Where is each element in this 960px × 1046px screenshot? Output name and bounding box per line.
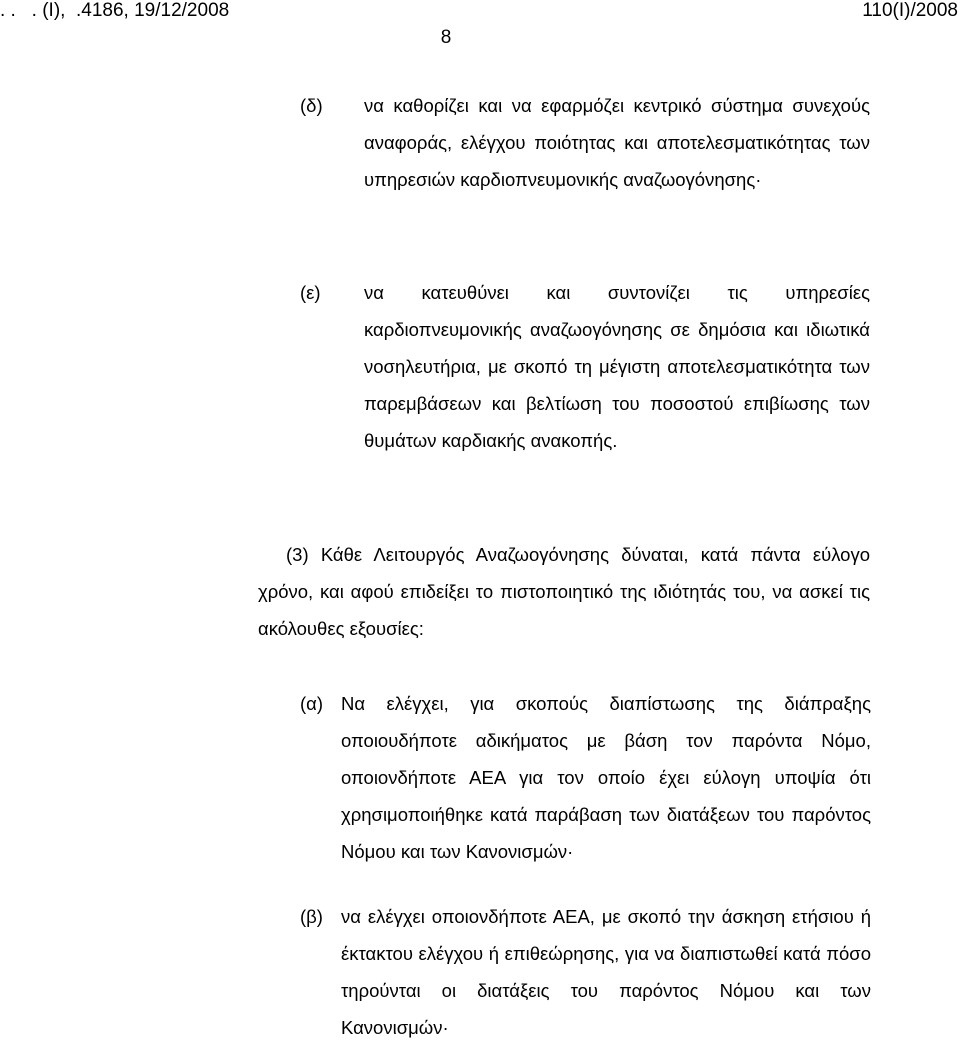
item-text: να καθορίζει και να εφαρμόζει κεντρικό σύστημα συνεχούς αναφοράς, ελέγχου ποιότητας και αποτελεσματικότητας των υπηρεσιών καρδιοπνευμονικής αναζωογόνησης· [364,95,870,190]
item-label: (δ) [300,95,323,116]
paragraph-3: (3) Κάθε Λειτουργός Αναζωογόνησης δύναται, κατά πάντα εύλογο χρόνο, και αφού επιδείξει το πιστοποιητικό της ιδιότητάς του, να ασκεί τις ακόλουθες εξουσίες: [258,544,870,639]
page-number: 8 [440,27,452,48]
gazette-header: . . . (Ι), .4186, 19/12/2008 [0,0,230,21]
item-label: (ε) [300,282,321,303]
subitem-label: (α) [300,693,324,714]
subitem-text: Να ελέγχει, για σκοπούς διαπίστωσης της διάπραξης οποιουδήποτε αδικήματος με βάση τον παρόντα Νόμο, οποιονδήποτε ΑΕΑ για τον οποίο έχει εύλογη υποψία ότι χρησιμοποιήθηκε κατά παράβαση των διατάξεων του παρόντος Νόμου και των Κανονισμών· [341,693,871,862]
subitem-label: (β) [300,906,323,927]
item-text: να κατευθύνει και συντονίζει τις υπηρεσίες καρδιοπνευμονικής αναζωογόνησης σε δημόσια και ιδιωτικά νοσηλευτήρια, με σκοπό τη μέγιστη αποτελεσματικότητα των παρεμβάσεων και βελτίωση του ποσοστού επιβίωσης των θυμάτων καρδιακής ανακοπής. [364,282,870,451]
law-number: 110(Ι)/2008 [862,0,958,21]
subitem-text: να ελέγχει οποιονδήποτε ΑΕΑ, με σκοπό την άσκηση ετήσιου ή έκτακτου ελέγχου ή επιθεώρησης, για να διαπιστωθεί κατά πόσο τηρούνται οι διατάξεις του παρόντος Νόμου και των Κανονισμών· [341,906,871,1038]
